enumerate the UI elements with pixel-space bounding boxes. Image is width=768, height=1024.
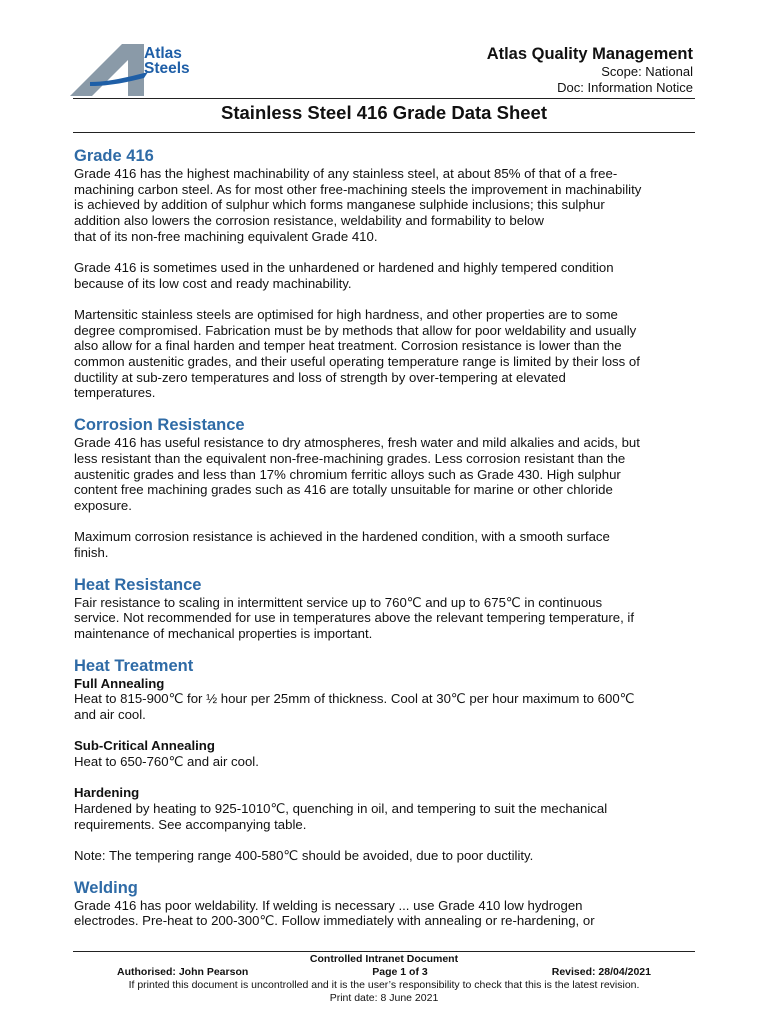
text-line: Grade 416 has useful resistance to dry atmospheres, fresh water and mild alkalies and acids, but [74,435,640,451]
section-heading-heat-resistance: Heat Resistance [74,575,202,594]
text-line: less resistant than the equivalent non-free-machining grades. Less corrosion resistant than the [74,450,626,466]
text-line: that of its non-free machining equivalent Grade 410. [74,228,378,244]
paragraph [74,529,698,560]
text-line: Martensitic stainless steels are optimised for high hardness, and other properties are to some [74,306,618,322]
header-divider-top [73,98,695,99]
text-line: also allow for a final harden and temper heat treatment. Corrosion resistance is lower than the [74,338,622,354]
paragraph [74,260,698,291]
document-header [487,44,693,96]
text-line: Grade 416 has the highest machinability of any stainless steel, at about 85% of that of a free- [74,166,618,181]
paragraph [74,691,698,722]
text-line: Grade 416 is sometimes used in the unhardened or hardened and highly tempered condition [74,260,614,276]
paragraph [74,801,698,832]
section-heading-heat-treatment: Heat Treatment [74,656,194,675]
controlled-document-label: Controlled Intranet Document [309,953,459,965]
subheading-hardening: Hardening [74,785,140,801]
print-date: Print date: 8 June 2021 [329,992,439,1004]
text-line: Hardened by heating to 925-1010℃, quenching in oil, and tempering to suit the mechanical [74,800,608,816]
text-line: requirements. See accompanying table. [74,816,307,832]
section-heading-corrosion-resistance: Corrosion Resistance [74,416,245,435]
text-line: electrodes. Pre-heat to 200-300℃. Follow immediately with annealing or re-hardening, or [74,913,595,929]
text-line: machining carbon steel. As for most other free-machining steels the improvement in machinability [74,181,642,197]
authorised-by: Authorised: John Pearson [117,966,249,978]
text-line: and air cool. [74,707,146,723]
text-line: service. Not recommended for use in temperatures above the relevant tempering temperature, if [74,610,635,626]
revised-date: Revised: 28/04/2021 [551,966,651,978]
paragraph [74,898,698,929]
scope-label: Scope: National [601,64,693,79]
text-line: Heat to 650-760℃ and air cool. [74,753,259,769]
subheading-sub-critical-annealing: Sub-Critical Annealing [74,738,215,754]
paragraph [74,435,698,514]
uncontrolled-disclaimer: If printed this document is uncontrolled and it is the user’s responsibility to check that this is the latest revision. [128,979,640,991]
text-line: because of its low cost and ready machinability. [74,275,352,291]
document-footer [73,953,695,1005]
logo-word-steels: Steels [144,60,190,77]
text-line: Grade 416 has poor weldability. If welding is necessary ... use Grade 410 low hydrogen [74,897,583,913]
atlas-steels-logo [70,42,210,98]
text-line: ductility at sub-zero temperatures and loss of strength by over-tempering at elevated [74,369,566,385]
page-number: Page 1 of 3 [372,966,428,978]
page-title: Stainless Steel 416 Grade Data Sheet [221,102,547,123]
footer-divider [73,951,695,952]
header-divider-bottom [73,132,695,133]
paragraph [74,166,698,245]
text-line: maintenance of mechanical properties is important. [74,625,373,641]
subheading-full-annealing: Full Annealing [74,675,165,691]
text-line: exposure. [74,497,132,513]
text-line: finish. [74,544,109,560]
text-line: Maximum corrosion resistance is achieved in the hardened condition, with a smooth surface [74,529,610,545]
text-line: addition also lowers the corrosion resistance, weldability and formability to below [74,213,544,229]
paragraph [74,595,698,642]
company-name: Atlas Quality Management [486,45,693,63]
paragraph [74,307,698,401]
section-heading-grade-416: Grade 416 [74,147,154,165]
footer-meta-row [73,966,695,979]
text-line: austenitic grades and less than 17% chromium ferritic alloys such as Grade 430. High sulphur [74,466,621,482]
paragraph [74,754,698,770]
section-heading-welding: Welding [74,878,138,897]
text-line: common austenitic grades, and their useful operating temperature range is limited by their loss of [74,354,640,370]
logo-wordmark [144,46,190,76]
document-body [74,146,698,929]
logo-word-atlas: Atlas [144,45,182,62]
text-line: Heat to 815-900℃ for ½ hour per 25mm of thickness. Cool at 30℃ per hour maximum to 600℃ [74,691,635,707]
text-line: temperatures. [74,385,156,401]
tempering-note: Note: The tempering range 400-580℃ should be avoided, due to poor ductility. [74,847,534,863]
text-line: content free machining grades such as 416 are totally unsuitable for marine or other chloride [74,482,613,498]
doc-type-label: Doc: Information Notice [557,80,693,95]
text-line: Fair resistance to scaling in intermittent service up to 760℃ and up to 675℃ in continuous [74,594,603,610]
text-line: is achieved by addition of sulphur which forms manganese sulphide inclusions; this sulphur [74,197,605,213]
text-line: degree compromised. Fabrication must be by methods that allow for poor weldability and usually [74,322,637,338]
